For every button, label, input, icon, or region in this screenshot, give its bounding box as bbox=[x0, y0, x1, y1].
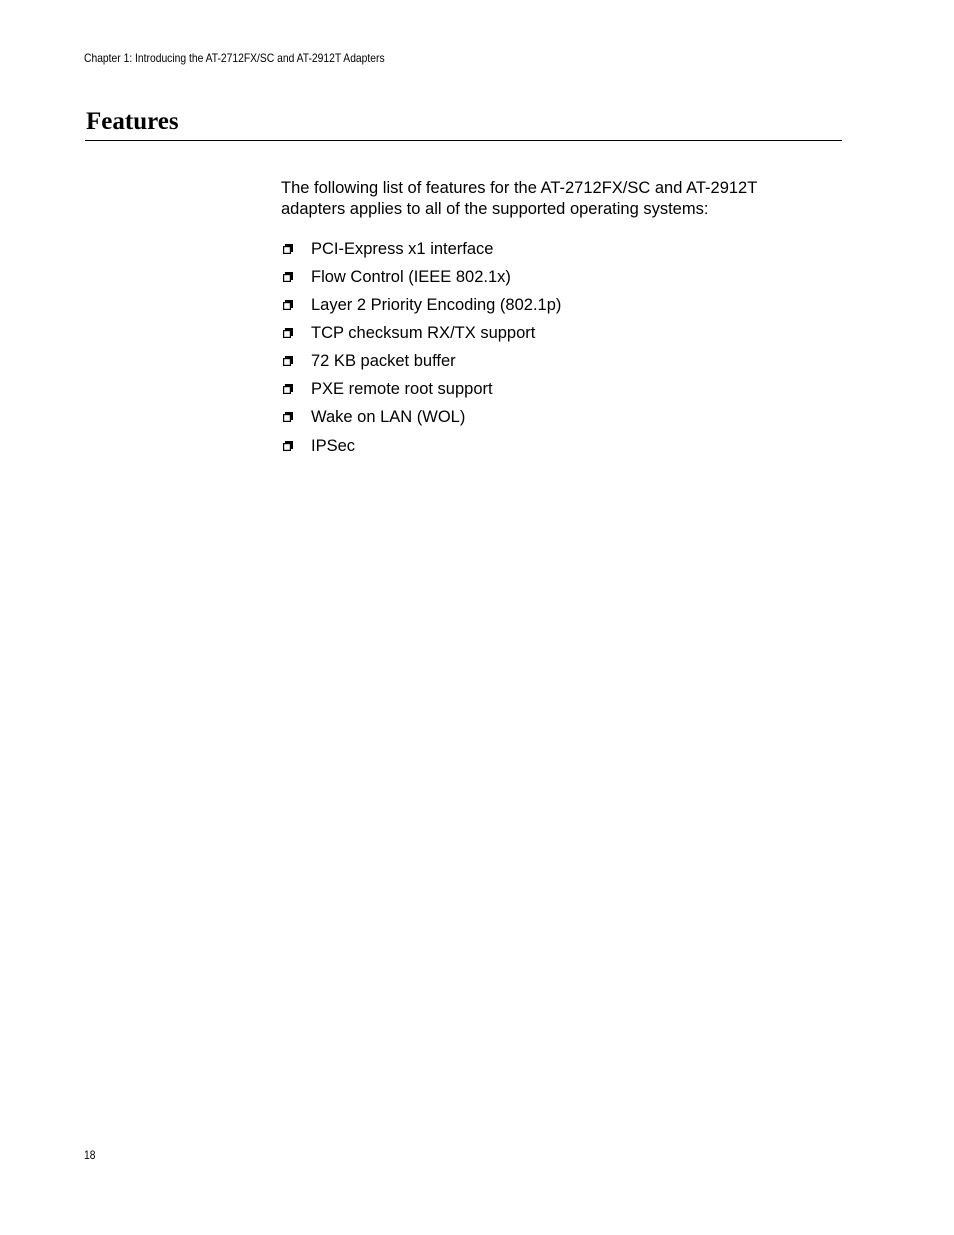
hollow-square-bullet-icon bbox=[282, 327, 294, 339]
list-item-text: Flow Control (IEEE 802.1x) bbox=[311, 267, 511, 286]
intro-paragraph: The following list of features for the AT-2712FX/SC and AT-2912T adapters applies to all of the supported operating systems: bbox=[281, 179, 758, 218]
list-item bbox=[281, 319, 561, 347]
list-item bbox=[281, 235, 561, 263]
page-number: 18 bbox=[84, 1148, 96, 1162]
list-item-text: Layer 2 Priority Encoding (802.1p) bbox=[311, 295, 562, 314]
hollow-square-bullet-icon bbox=[282, 271, 294, 283]
hollow-square-bullet-icon bbox=[282, 243, 294, 255]
hollow-square-bullet-icon bbox=[282, 440, 294, 452]
list-item-text: IPSec bbox=[311, 436, 356, 455]
hollow-square-bullet-icon bbox=[282, 355, 294, 367]
list-item-text: 72 KB packet buffer bbox=[311, 351, 456, 370]
hollow-square-bullet-icon bbox=[282, 299, 294, 311]
title-rule bbox=[85, 140, 842, 141]
running-header: Chapter 1: Introducing the AT-2712FX/SC and AT-2912T Adapters bbox=[84, 51, 385, 65]
section-title: Features bbox=[86, 108, 179, 135]
hollow-square-bullet-icon bbox=[282, 411, 294, 423]
list-item bbox=[281, 375, 561, 403]
list-item bbox=[281, 432, 561, 460]
hollow-square-bullet-icon bbox=[282, 383, 294, 395]
feature-list bbox=[281, 235, 561, 460]
list-item-text: PXE remote root support bbox=[311, 379, 493, 398]
list-item bbox=[281, 403, 561, 431]
list-item-text: TCP checksum RX/TX support bbox=[311, 323, 536, 342]
list-item bbox=[281, 263, 561, 291]
list-item-text: Wake on LAN (WOL) bbox=[311, 407, 466, 426]
list-item bbox=[281, 291, 561, 319]
list-item-text: PCI-Express x1 interface bbox=[311, 239, 494, 258]
list-item bbox=[281, 347, 561, 375]
